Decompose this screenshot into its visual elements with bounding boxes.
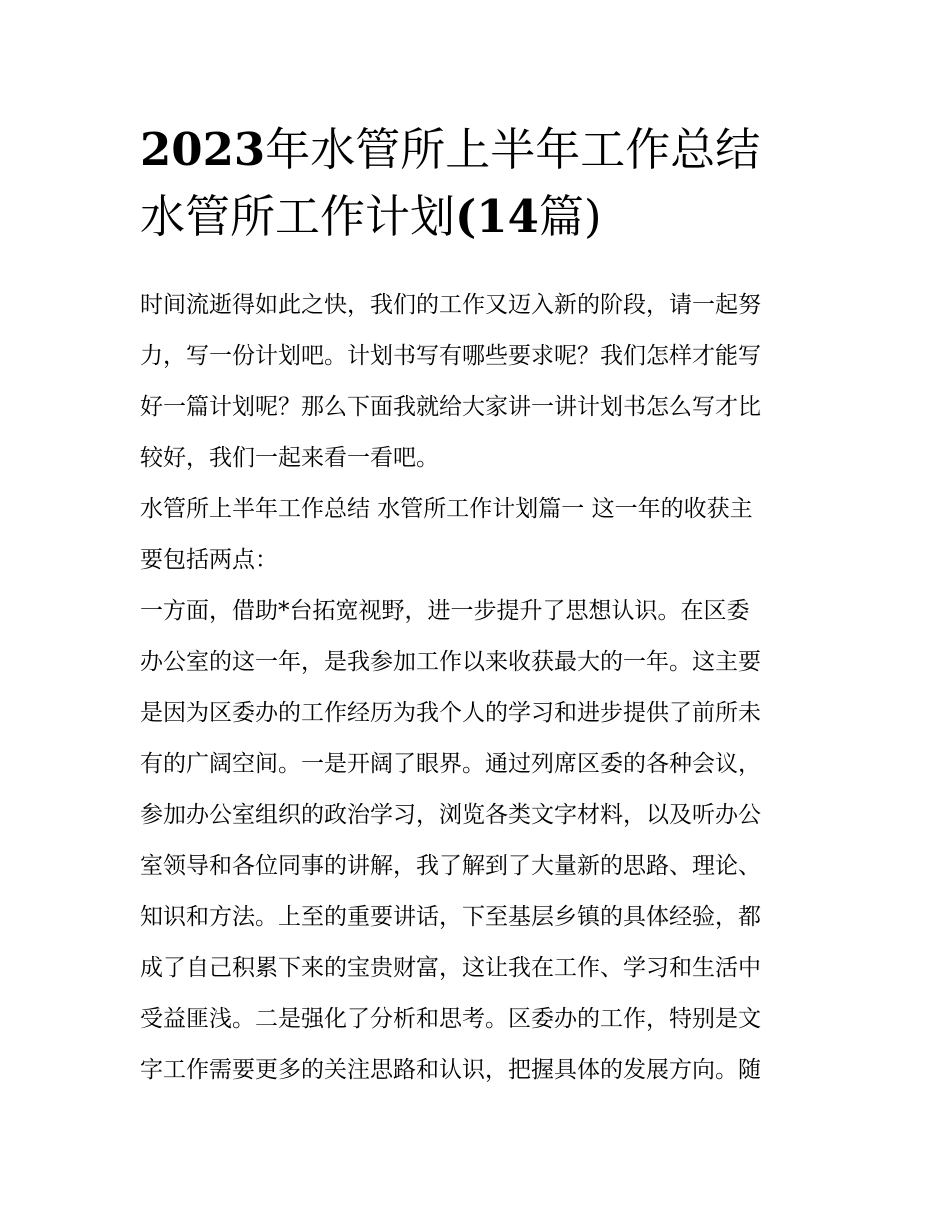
title-line-2-suffix: 篇) [538,190,602,243]
text-line: 要包括两点： [140,547,278,573]
body-paragraph [140,586,815,1096]
title-count: (14 [455,190,539,243]
text-line: 好一篇计划呢？那么下面我就给大家讲一讲计划书怎么写才比 [140,394,761,420]
title-year: 2023 [140,123,266,176]
text-line: 水管所上半年工作总结 水管所工作计划篇一 这一年的收获主 [140,496,753,522]
title-line-1-text: 年水管所上半年工作总结 [265,123,761,176]
title-line-2 [140,183,820,250]
text-line: 字工作需要更多的关注思路和认识，把握具体的发展方向。随 [140,1057,761,1083]
text-line: 知识和方法。上至的重要讲话，下至基层乡镇的具体经验，都 [140,904,761,930]
text-line: 一方面，借助*台拓宽视野，进一步提升了思想认识。在区委 [140,598,750,624]
title-line-1 [140,116,820,183]
text-line: 力，写一份计划吧。计划书写有哪些要求呢？我们怎样才能写 [140,343,761,369]
intro-paragraph [140,280,815,484]
text-line: 成了自己积累下来的宝贵财富，这让我在工作、学习和生活中 [140,955,761,981]
text-line: 室领导和各位同事的讲解，我了解到了大量新的思路、理论、 [140,853,761,879]
text-line: 较好，我们一起来看一看吧。 [140,445,439,471]
title-line-2-text: 水管所工作计划 [140,190,456,243]
document-body [140,280,815,1096]
document-title [140,116,820,250]
text-line: 时间流逝得如此之快，我们的工作又迈入新的阶段，请一起努 [140,292,761,318]
section-heading-paragraph [140,484,815,586]
text-line: 是因为区委办的工作经历为我个人的学习和进步提供了前所未 [140,700,761,726]
text-line: 参加办公室组织的政治学习，浏览各类文字材料，以及听办公 [140,802,761,828]
text-line: 有的广阔空间。一是开阔了眼界。通过列席区委的各种会议， [140,751,761,777]
text-line: 受益匪浅。二是强化了分析和思考。区委办的工作，特别是文 [140,1006,761,1032]
text-line: 办公室的这一年，是我参加工作以来收获最大的一年。这主要 [140,649,761,675]
